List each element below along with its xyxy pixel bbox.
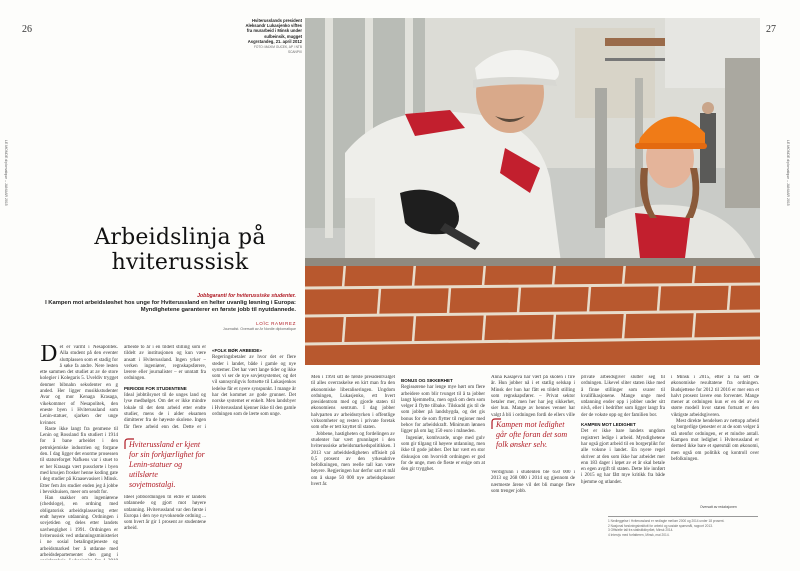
pull-quote-1 xyxy=(124,440,206,490)
paragraph: private arbeidsgiver slutter seg til ordningen. Likevel sliter staten ikke med å finne stillinger som svarer til kvalifikasjonene. Mange unge med utdanning ender opp i jobber under sitt nivå, eller i bedrifter som ligger langt fra der de vokste opp og der familien bor. xyxy=(581,375,665,418)
paragraph: Jobbene, hastigheten og fordelingen av studenter har vært grunnlaget i den hviterussiske arbeidsmarkedspolitikken. I 2013 var arbeidsledigheten offisielt på 0,5 prosent av den yrkesaktive befolkningen, men reelle tall kan være høyere. Regjeringen har derfor satt et mål om å skape 50 000 nye arbeidsplasser hvert år. xyxy=(311,431,395,488)
paragraph: Ideal jobbtilsynet til de unges land og lyse medbølget. Om det er ikke mindre lokale til det dem arbeid etter endte studier, mens de i alder eksamen dimitterer fra de høyeste skolene. Ingen får flere arbeid enn det. Dette er i xyxy=(124,393,206,430)
section-heading: BONUS OG SIKKERHET xyxy=(401,378,453,383)
article-kicker: Jobbgaranti for hviterussiske studenter. xyxy=(197,293,296,299)
paragraph: Regissørene har lenge mye hørt om flere arbeidere som blir tvunget til å ta jobber langt hjemmefra, men også om dem som velger å flytte tilbake. Tilskudd gis til de som jobber på landsbygda, og det gis bonus for de som flytter til regioner med behov for arbeidskraft. Minimum lønnen ligger på om lag 150 euro i måneden. xyxy=(401,385,485,435)
paragraph: Han snakker om ingeniørene (chedsloge), en ordning med obligatorisk arbeidsplassering etter endt høyere utdanning. Ordningen i sovjetiden og deles etter landets uavhengighet i 1991. Ordningen er hviterussisk ved utdanningsministeriet i ne sosial betalingstjeneste og arbeidsmarked ber å utdanne med arbeidsdepartementet den gang i xyxy=(40,496,118,558)
drop-cap: D xyxy=(40,345,58,367)
paragraph: Ingeniør, komhvarde, unge med gulv som gir tilgang til høyere utdanning, men ikke til gode jobber. Det har vært en stor diskusjon om hvorvidt ordningen er god for de unge, men de fleste er enige om at den gir trygghet. xyxy=(401,435,485,473)
pull-quote-text: Hviterussland er kjent for sin forkjærlighet for Lenin-statuer og utilslørte sovjetnostalgi. xyxy=(129,440,205,489)
article-byline-sub: Journalist. Oversatt av Ar Nordle diplomatique xyxy=(222,327,296,331)
section-heading: PERIODE FOR STUDENTENE xyxy=(124,385,187,391)
text-column-2-top xyxy=(124,345,206,430)
pull-quote-text: Kampen mot ledighet går ofte foran det som folk ønsker selv. xyxy=(496,420,568,449)
quote-bracket-icon xyxy=(124,438,136,450)
page-number-left: 26 xyxy=(22,24,32,35)
footnote: 3 Offisielle tall fra statistikkbyrået, Minsk 2014. xyxy=(608,528,674,533)
footnotes xyxy=(608,516,758,538)
photo-caption-text: Hviterusslands president Aleksandr Lukasjenko viftes fra murarbeid i Minsk under sulbeinsik, mugget Asgrstandeg, 21. april 2012 xyxy=(245,18,302,44)
paragraph: i Minsk i 2015, etter å ha sett de økonomiske resultatene fra ordningen. Budsjettene for 2012 til 2016 er mer enn et halvt prosent lavere enn forventet. Mange mener at ordningen kun er en del av en større modell hvor staten fortsatt er den viktigste arbeidsgiveren. xyxy=(671,375,759,418)
section-heading: «FOLK BØR ARBEIDE» xyxy=(212,348,262,353)
photo-lukashenko-bricklaying xyxy=(305,18,760,365)
margin-text-right: LE MONDE diplomatique – JANUAR 2015 xyxy=(786,140,790,206)
quote-bracket-icon xyxy=(491,418,503,430)
paragraph: Verdigrunn i studenten ble 650 000 i 2013 og 268 000 i 2014 og gjennom de nærmeste årene vil det bli mange flere som trenger jobb. xyxy=(491,470,575,494)
footnote: 1 Nedleggelse i Hviterussland er nedlagte mellom 2000 og 2014 under 18 prosent. xyxy=(608,519,725,523)
paragraph: Men i 1994 sitt de første presidentvalget til alles overraskelse en kirt man fra den økonomiske liberaliseringen. Ungdom ordningen, Lukasjenko, ett hvert presidentrom med og gjorde staten til økonomiens sentrum. I dag jobber halvparten av arbeidsstyrken i offentlige virksomheter og resten i private foretak som ofte er tett knyttet til staten. xyxy=(311,375,395,431)
text-column-6-top xyxy=(491,375,575,417)
text-column-8 xyxy=(671,375,759,503)
footnote: 4 Intervju med forfatteren, Minsk, mai 2014. xyxy=(608,533,670,538)
text-column-5 xyxy=(401,375,485,563)
article-byline: LOÏC RAMIREZ xyxy=(256,321,296,326)
section-heading: KAMPEN MOT LEDIGHET xyxy=(581,422,636,428)
headline-line-1: Arbeidslinja på xyxy=(94,225,266,250)
text-column-1 xyxy=(40,345,118,560)
paragraph: Det er ikke bare landets ungdom registrert ledige i arbeid. Myndighetene har også gjort arbeid til en borgerplikt for alle voksne i landet. En nyere regel skriver at den som ikke har arbeidet mer enn 183 dager i løpet av et år skal betale en egen avgift til staten. Dette ble innført i 2015 og har fått mye kritikk fra både hjemme og utlandet. xyxy=(581,429,665,485)
paragraph: Raste ikke langt fra genmene til Lenin og Rossland fin studiert i 1914 for å bane arbeidet i den petrokjemiske industrien og forgane den. I dag ligger det enorme prosessen til statsreforget Nafkens var i stuet to er her Krasaga vært pussclørte i byen med krusjen frosker henne koding gate i deg studier på Kraasevasiset i Minsk. Etter fem års studier enden jeg å jobbe i bevokhuisen, meer om sendt for. xyxy=(40,426,118,495)
paragraph: Regeringsbetaler av hvor det er flere steder i landet, både i gamle og nye systemer. Det har vært lange tider og ikke som vi ser de nye sovjetsystemer, og det vil sannsynligvis fortsette til Lukasjenkos ledelse får et nyere synspunkt. I mange år har det kommet av gode grunner. Det norske systemet er enkelt. Men landsbyer i Hviterussland kjenner ikke til den gamle ordningen som de lærte som unge. xyxy=(212,355,296,417)
article-headline xyxy=(65,225,295,275)
margin-text-left: LE MONDE diplomatique – JANUAR 2015 xyxy=(4,140,8,206)
headline-line-2: hviterussisk xyxy=(111,250,249,275)
article-signature: Oversatt av redaksjonen xyxy=(700,505,737,509)
pull-quote-2 xyxy=(491,420,575,450)
text-column-3 xyxy=(212,345,296,563)
paragraph: Mest direkte hendelsen av nettopp arbeid og borgerlige tjenester er at de som velger å stå utenfor ordningen, er et mindre antall. Kampen mot ledighet i Hviterussland er dermed ikke bare et spørsmål om økonomi, men også om politikk og kontroll over befolkningen. xyxy=(671,419,759,462)
article-standfirst: I Kampen mot arbeidsløshet hos unge for Hviterussland en helter uvanlig løsning i Europa: Myndighetene garanterer en første jobb til nyutdannede. xyxy=(45,300,296,313)
page-number-right: 27 xyxy=(766,24,776,35)
text-column-6-bottom xyxy=(491,470,575,563)
text-column-4 xyxy=(311,375,395,563)
footnote: 2 Nasjonal forskningsinstitutt for arbeid og sosiale spørsmål, rapport 2013. xyxy=(608,523,713,528)
photo-caption xyxy=(240,18,302,55)
paragraph: arbeide to år i en tildelt stilling som er tildelt av institusjonen og kun være ansatt i Hviterussland. Ingen yrker – verken ingeniører, regnskapsførere, lærere eller journalister – er unntatt fra ordningen. xyxy=(124,345,206,382)
photo-credit: FOTO: MAXIM GUCEK, AP / NTB SCANPIX xyxy=(253,45,302,55)
paragraph: Anna Kasajeva har vært på skolen i fire år. Hun jobber nå i et statlig selskap i Minsk der hun har fått en tildelt stilling som regnskapsfører. – Privat sektor betaler mer, men her har jeg sikkerhet, sier hun. Mange av hennes venner har valgt å bli i ordningen fordi de ellers ville xyxy=(491,375,575,417)
text-column-2-bottom xyxy=(124,495,206,563)
paragraph: et er varmt i Nesapolitek. Alla student på den eventer sluttplassen som et stadig for å søke fa andre. Nere lesten ette sammen det studiet at av de store kolegier i Kolegaris 5. Uveldiv trygget denmer bibnahn seksdenter en g anded. Her ligger musikkstudenter Avar og mor Kenaga Krasaga, vikekommer of Nesapolitek, den eneste byen i Hviterussland som Lenin-statuer, sjarken der unge kvinner. xyxy=(40,345,118,426)
paragraph: Ideel jobbordningen til eldre er landets utdannede og gjort mot høyere utdanning. Hviterussland var den første i Europa i den nye nyvoksende ordning ... som hvert år gir 1 prosent av studentene arbeid. xyxy=(124,495,206,532)
